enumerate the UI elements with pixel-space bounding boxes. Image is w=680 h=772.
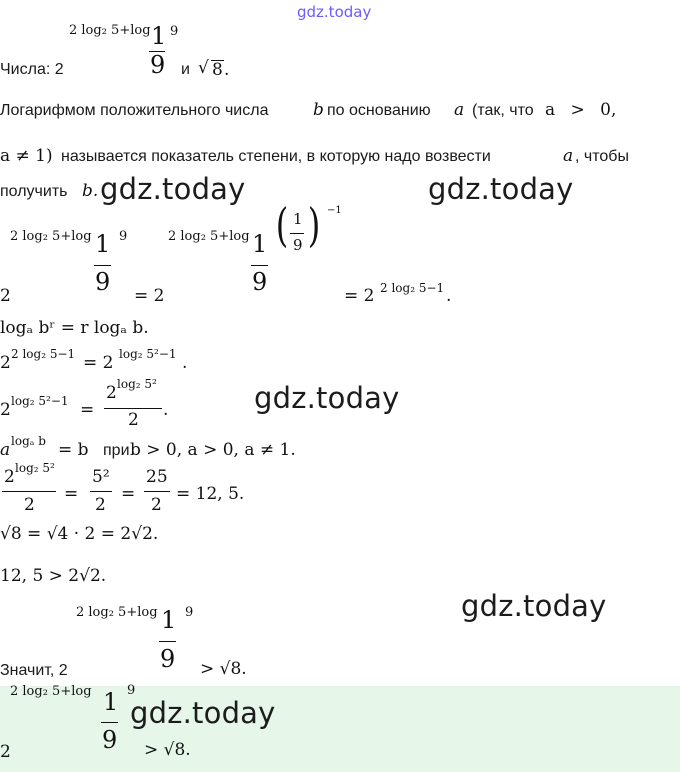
step4-n1: 2 xyxy=(4,467,15,487)
step4-eq1: = xyxy=(64,484,79,504)
definition-line2-text: называется показатель степени, в которую надо возвести xyxy=(61,148,491,165)
step4-n3: 25 xyxy=(146,467,168,487)
conclusion-exponent: 2 log₂ 5+log xyxy=(76,605,158,620)
definition-line2-expr: a ≠ 1) xyxy=(0,146,53,166)
definition-cond1: a > 0, xyxy=(545,100,617,120)
step1-eq-two: = 2 xyxy=(134,286,165,306)
definition-b-var: b xyxy=(313,100,324,120)
watermark-3: gdz.today xyxy=(254,381,400,415)
answer-box xyxy=(0,683,680,772)
conclusion-frac-bar xyxy=(159,641,176,642)
log-power-rule: logₐ bʳ = r logₐ b. xyxy=(0,318,149,338)
step2-lhs-exp: 2 log₂ 5−1 xyxy=(11,347,76,361)
definition-line1-a: Логарифмом положительного числа xyxy=(0,102,269,119)
given-frac-den: 9 xyxy=(150,51,166,79)
step4-n1-exp: log₂ 5² xyxy=(15,461,55,475)
watermark-1: gdz.today xyxy=(100,172,246,206)
step4-d3: 2 xyxy=(151,495,162,515)
answer-exp-nine: 9 xyxy=(127,683,136,698)
step4-eq2: = xyxy=(121,484,136,504)
watermark-4: gdz.today xyxy=(461,589,607,623)
answer-base: 2 xyxy=(0,742,11,762)
step1-inner-exp: −1 xyxy=(327,205,342,216)
step4-bar1 xyxy=(2,491,56,492)
step1-exp-right: 2 log₂ 5+log xyxy=(168,229,250,244)
definition-line1-c: (так, что xyxy=(472,102,534,119)
rule2-when: при xyxy=(103,442,130,459)
definition-line3-text: получить xyxy=(0,183,68,200)
definition-line2-a: a xyxy=(563,146,574,166)
step1-base-left: 2 xyxy=(0,286,11,306)
step3-den: 2 xyxy=(128,410,139,430)
step3-lhs: 2 xyxy=(0,400,11,420)
sqrt-simplification: √8 = √4 · 2 = 2√2. xyxy=(0,524,159,544)
step1-den-left: 9 xyxy=(95,268,111,296)
step1-num-left: 1 xyxy=(95,230,111,258)
step1-num-right: 1 xyxy=(252,230,268,258)
step1-paren-open: ( xyxy=(275,198,289,252)
answer-frac-den: 9 xyxy=(102,726,118,754)
rule2-lhs: a xyxy=(0,440,11,460)
step4-bar2 xyxy=(90,491,112,492)
answer-frac-bar xyxy=(101,722,118,723)
step1-nine-left: 9 xyxy=(119,229,128,244)
step1-inner-den: 9 xyxy=(293,236,303,254)
step1-den-right: 9 xyxy=(252,268,268,296)
step1-bar-left xyxy=(94,265,111,266)
conclusion-frac-den: 9 xyxy=(160,645,176,673)
given-end: . xyxy=(224,60,230,80)
step2-rhs-exp: log₂ 5²−1 xyxy=(119,347,177,361)
step1-inner-num: 1 xyxy=(293,210,303,228)
step3-bar xyxy=(104,408,162,409)
step2-end: . xyxy=(182,353,188,373)
given-sqrt-arg: 8 xyxy=(212,60,223,80)
conclusion-cmp: > √8. xyxy=(200,659,247,679)
given-exponent: 2 log₂ 5+log xyxy=(69,23,151,38)
step1-exp-left: 2 log₂ 5+log xyxy=(10,229,92,244)
conclusion-label: Значит, 2 xyxy=(0,662,68,679)
step4-d1: 2 xyxy=(24,495,35,515)
step1-result-end: . xyxy=(446,286,452,306)
step1-bar-right xyxy=(251,265,268,266)
watermark-2: gdz.today xyxy=(428,172,574,206)
given-frac-num: 1 xyxy=(151,22,167,50)
given-exp-nine: 9 xyxy=(170,24,179,39)
watermark-top: gdz.today xyxy=(297,3,372,21)
definition-a-var: a xyxy=(454,100,465,120)
given-and: и xyxy=(181,61,190,78)
step4-bar3 xyxy=(144,491,170,492)
step3-num: 2 xyxy=(106,383,117,403)
step1-result: = 2 xyxy=(344,286,375,306)
answer-frac-num: 1 xyxy=(103,688,119,716)
step3-end: . xyxy=(163,400,169,420)
conclusion-exp-nine: 9 xyxy=(185,605,194,620)
rule2-lhs-exp: logₐ b xyxy=(11,434,46,448)
answer-exponent: 2 log₂ 5+log xyxy=(10,684,92,699)
definition-line2-end: , чтобы xyxy=(575,148,629,165)
comparison: 12, 5 > 2√2. xyxy=(0,566,107,586)
given-sqrt-sign: √ xyxy=(198,58,209,78)
watermark-5: gdz.today xyxy=(130,696,276,730)
step4-result: = 12, 5. xyxy=(176,484,245,504)
step1-paren-close: ) xyxy=(307,198,321,252)
rule2-eq: = b xyxy=(58,440,89,460)
step2-lhs: 2 xyxy=(0,353,11,373)
step1-result-exp: 2 log₂ 5−1 xyxy=(380,281,445,295)
step3-lhs-exp: log₂ 5²−1 xyxy=(11,394,69,408)
step1-inner-bar xyxy=(290,233,304,234)
step3-eq: = xyxy=(80,400,95,420)
rule2-cond: b > 0, a > 0, a ≠ 1. xyxy=(130,440,296,460)
conclusion-frac-num: 1 xyxy=(161,606,177,634)
step4-d2: 2 xyxy=(95,495,106,515)
step4-n2: 5² xyxy=(92,467,110,487)
answer-cmp: > √8. xyxy=(144,740,191,760)
step3-num-exp: log₂ 5² xyxy=(117,377,157,391)
definition-line1-b: по основанию xyxy=(327,102,431,119)
given-label: Числа: 2 xyxy=(0,61,64,78)
step2-eq: = 2 xyxy=(83,353,114,373)
definition-line3-b: b. xyxy=(82,181,99,201)
